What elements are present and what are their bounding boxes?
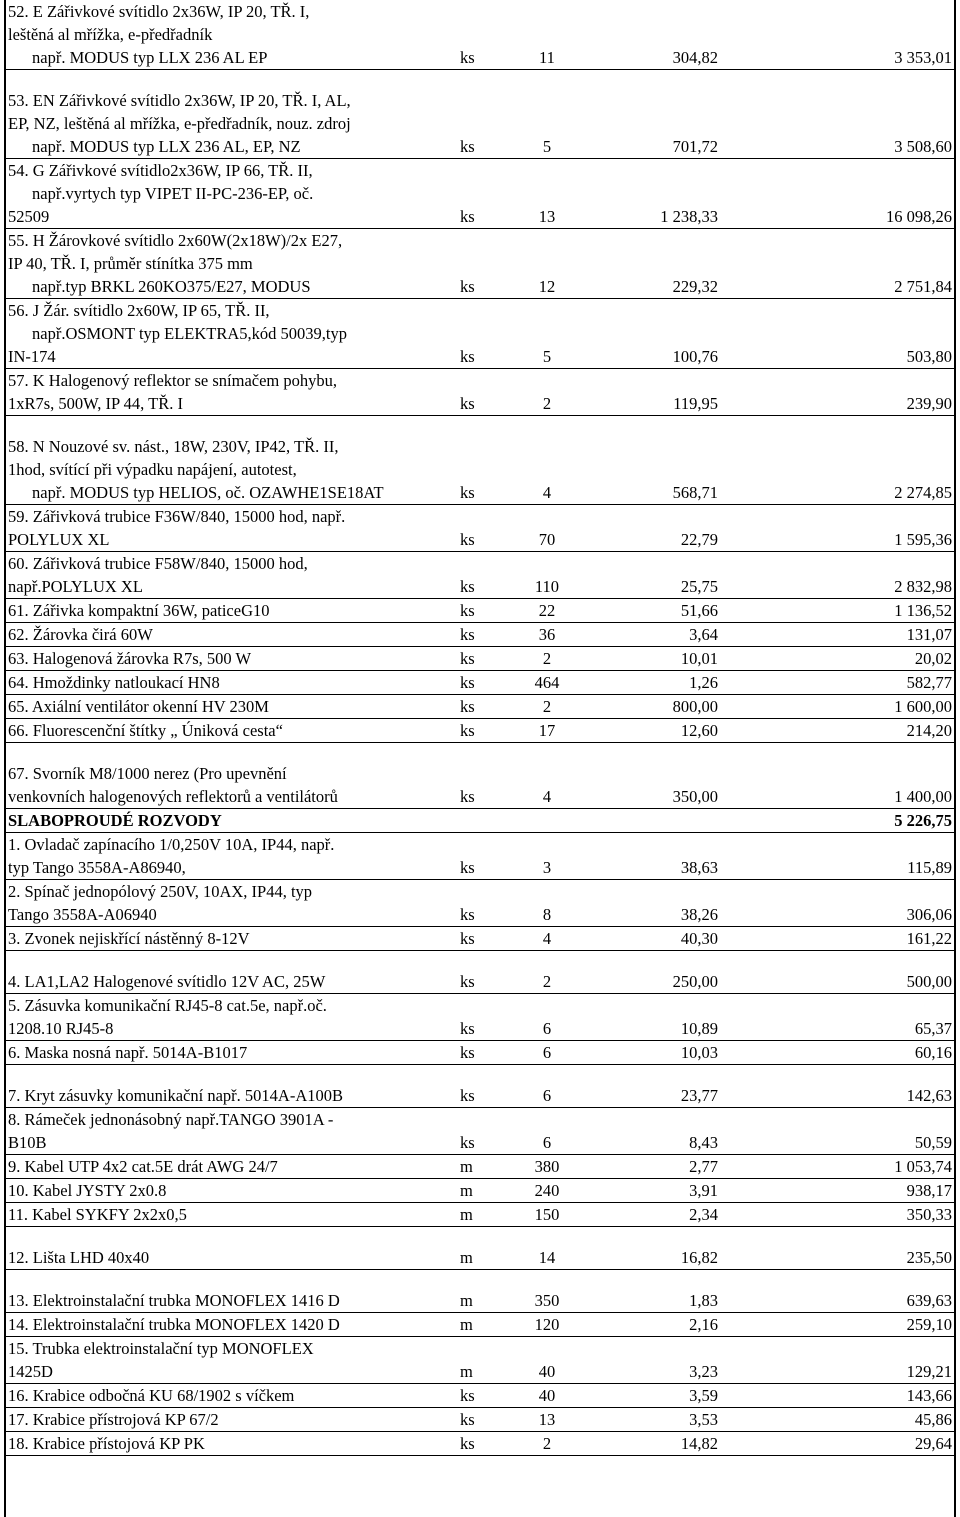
item-quantity: 120 <box>522 1313 572 1337</box>
item-unit: m <box>452 1179 522 1203</box>
item-quantity: 6 <box>522 1041 572 1065</box>
description-line: 62. Žárovka čirá 60W <box>8 625 153 644</box>
item-quantity: 2 <box>522 1432 572 1456</box>
description-line: 55. H Žárovkové svítidlo 2x60W(2x18W)/2x E27, <box>8 231 343 250</box>
item-unit: m <box>452 1155 522 1179</box>
item-unit-price: 38,63 <box>572 833 722 880</box>
description-line: 52509 <box>8 207 50 226</box>
item-quantity: 110 <box>522 552 572 599</box>
item-total: 29,64 <box>722 1432 954 1456</box>
item-unit: ks <box>452 1384 522 1408</box>
item-unit-price: 8,43 <box>572 1108 722 1155</box>
item-unit: ks <box>452 671 522 695</box>
item-description <box>6 927 452 951</box>
item-quantity: 22 <box>522 599 572 623</box>
item-total: 115,89 <box>722 833 954 880</box>
item-unit: m <box>452 1337 522 1384</box>
item-total: 306,06 <box>722 880 954 927</box>
item-quantity: 150 <box>522 1203 572 1227</box>
item-description <box>6 1203 452 1227</box>
description-line: 8. Rámeček jednonásobný např.TANGO 3901A - <box>8 1110 334 1129</box>
item-unit: ks <box>452 1432 522 1456</box>
item-quantity: 6 <box>522 1108 572 1155</box>
item-quantity: 40 <box>522 1384 572 1408</box>
item-quantity: 240 <box>522 1179 572 1203</box>
item-total: 214,20 <box>722 719 954 743</box>
item-unit-price: 1,26 <box>572 671 722 695</box>
description-line: 64. Hmoždinky natloukací HN8 <box>8 673 220 692</box>
description-line: 7. Kryt zásuvky komunikační např. 5014A-A100B <box>8 1086 343 1105</box>
description-line: 10. Kabel JYSTY 2x0.8 <box>8 1181 167 1200</box>
item-unit-price: 229,32 <box>572 229 722 299</box>
item-unit: ks <box>452 70 522 159</box>
description-line: např.typ BRKL 260KO375/E27, MODUS <box>32 277 311 296</box>
table-row <box>6 1270 954 1313</box>
item-total: 639,63 <box>722 1270 954 1313</box>
item-unit: m <box>452 1270 522 1313</box>
item-total: 131,07 <box>722 623 954 647</box>
description-line: např. MODUS typ LLX 236 AL EP <box>32 48 268 67</box>
description-line: 52. E Zářivkové svítidlo 2x36W, IP 20, TŘ. I, <box>8 2 310 21</box>
description-line: 2. Spínač jednopólový 250V, 10AX, IP44, typ <box>8 882 313 901</box>
table-row <box>6 809 954 833</box>
item-description <box>6 1408 452 1432</box>
description-line: 16. Krabice odbočná KU 68/1902 s víčkem <box>8 1386 295 1405</box>
item-description <box>6 951 452 994</box>
item-description <box>6 994 452 1041</box>
table-row <box>6 880 954 927</box>
item-quantity: 350 <box>522 1270 572 1313</box>
item-description <box>6 647 452 671</box>
item-description <box>6 70 452 159</box>
item-description <box>6 880 452 927</box>
item-unit-price: 3,23 <box>572 1337 722 1384</box>
item-unit-price: 119,95 <box>572 369 722 416</box>
item-quantity: 2 <box>522 695 572 719</box>
item-total: 2 274,85 <box>722 416 954 505</box>
item-total: 50,59 <box>722 1108 954 1155</box>
item-quantity: 2 <box>522 369 572 416</box>
item-quantity: 5 <box>522 70 572 159</box>
item-total: 235,50 <box>722 1227 954 1270</box>
item-description <box>6 159 452 229</box>
item-description <box>6 623 452 647</box>
description-line: 3. Zvonek nejiskřící nástěnný 8-12V <box>8 929 250 948</box>
table-row <box>6 1337 954 1384</box>
item-description <box>6 369 452 416</box>
item-table <box>6 0 954 1456</box>
table-row <box>6 159 954 229</box>
item-unit-price: 1,83 <box>572 1270 722 1313</box>
item-unit-price: 701,72 <box>572 70 722 159</box>
table-row <box>6 369 954 416</box>
item-unit-price: 10,89 <box>572 994 722 1041</box>
item-quantity: 13 <box>522 159 572 229</box>
item-unit-price: 568,71 <box>572 416 722 505</box>
item-total: 259,10 <box>722 1313 954 1337</box>
item-unit: ks <box>452 552 522 599</box>
item-unit: ks <box>452 0 522 70</box>
item-unit: ks <box>452 1065 522 1108</box>
item-total: 350,33 <box>722 1203 954 1227</box>
item-unit-price: 2,16 <box>572 1313 722 1337</box>
item-unit: ks <box>452 927 522 951</box>
table-row <box>6 1065 954 1108</box>
item-unit: ks <box>452 229 522 299</box>
description-line: 12. Lišta LHD 40x40 <box>8 1248 150 1267</box>
table-row <box>6 719 954 743</box>
item-description <box>6 1337 452 1384</box>
item-unit-price: 38,26 <box>572 880 722 927</box>
item-unit-price: 3,53 <box>572 1408 722 1432</box>
description-line: B10B <box>8 1133 47 1152</box>
item-total: 500,00 <box>722 951 954 994</box>
item-unit-price: 100,76 <box>572 299 722 369</box>
item-unit-price: 51,66 <box>572 599 722 623</box>
item-description <box>6 299 452 369</box>
table-row <box>6 927 954 951</box>
item-total: 142,63 <box>722 1065 954 1108</box>
item-total: 239,90 <box>722 369 954 416</box>
table-row <box>6 229 954 299</box>
item-quantity: 40 <box>522 1337 572 1384</box>
item-total: 129,21 <box>722 1337 954 1384</box>
item-unit: ks <box>452 994 522 1041</box>
item-unit: ks <box>452 1408 522 1432</box>
item-unit: ks <box>452 647 522 671</box>
item-total: 3 508,60 <box>722 70 954 159</box>
item-quantity: 5 <box>522 299 572 369</box>
description-line: POLYLUX XL <box>8 530 110 549</box>
item-description <box>6 1065 452 1108</box>
description-line: 60. Zářivková trubice F58W/840, 15000 hod, <box>8 554 308 573</box>
item-total: 20,02 <box>722 647 954 671</box>
table-row <box>6 1041 954 1065</box>
item-unit-price: 25,75 <box>572 552 722 599</box>
item-quantity: 12 <box>522 229 572 299</box>
item-total: 938,17 <box>722 1179 954 1203</box>
description-line: Tango 3558A-A06940 <box>8 905 157 924</box>
description-line: 11. Kabel SYKFY 2x2x0,5 <box>8 1205 187 1224</box>
table-row <box>6 1313 954 1337</box>
item-description <box>6 0 452 70</box>
description-line: např.OSMONT typ ELEKTRA5,kód 50039,typ <box>32 324 348 343</box>
item-quantity: 13 <box>522 1408 572 1432</box>
item-unit-price: 23,77 <box>572 1065 722 1108</box>
item-total: 45,86 <box>722 1408 954 1432</box>
item-unit-price: 40,30 <box>572 927 722 951</box>
item-unit-price: 2,77 <box>572 1155 722 1179</box>
item-description <box>6 229 452 299</box>
item-description <box>6 1155 452 1179</box>
item-quantity <box>522 809 572 833</box>
table-row <box>6 1432 954 1456</box>
description-line: např. MODUS typ LLX 236 AL, EP, NZ <box>32 137 301 156</box>
item-total: 1 595,36 <box>722 505 954 552</box>
item-unit: ks <box>452 416 522 505</box>
description-line: leštěná al mřížka, e-předřadník <box>8 25 213 44</box>
table-row <box>6 623 954 647</box>
item-description <box>6 505 452 552</box>
item-unit: ks <box>452 159 522 229</box>
item-description <box>6 809 452 833</box>
description-line: 18. Krabice přístojová KP PK <box>8 1434 205 1453</box>
description-line: 54. G Zářivkové svítidlo2x36W, IP 66, TŘ. II, <box>8 161 313 180</box>
item-unit: ks <box>452 1041 522 1065</box>
description-line: 56. J Žár. svítidlo 2x60W, IP 65, TŘ. II, <box>8 301 270 320</box>
item-table-body <box>6 0 954 1456</box>
item-unit: ks <box>452 369 522 416</box>
item-unit: ks <box>452 695 522 719</box>
description-line: 9. Kabel UTP 4x2 cat.5E drát AWG 24/7 <box>8 1157 278 1176</box>
table-row <box>6 416 954 505</box>
description-line: EP, NZ, leštěná al mřížka, e-předřadník, nouz. zdroj <box>8 114 351 133</box>
item-description <box>6 743 452 809</box>
item-description <box>6 416 452 505</box>
item-total: 5 226,75 <box>722 809 954 833</box>
item-unit: ks <box>452 505 522 552</box>
item-total: 60,16 <box>722 1041 954 1065</box>
table-row <box>6 1227 954 1270</box>
description-line: 1. Ovladač zapínacího 1/0,250V 10A, IP44, např. <box>8 835 335 854</box>
item-total: 582,77 <box>722 671 954 695</box>
description-line: 57. K Halogenový reflektor se snímačem pohybu, <box>8 371 338 390</box>
item-total: 65,37 <box>722 994 954 1041</box>
description-line: 65. Axiální ventilátor okenní HV 230M <box>8 697 269 716</box>
item-quantity: 17 <box>522 719 572 743</box>
table-row <box>6 671 954 695</box>
table-row <box>6 994 954 1041</box>
item-unit-price: 2,34 <box>572 1203 722 1227</box>
description-line: 1425D <box>8 1362 53 1381</box>
item-quantity: 14 <box>522 1227 572 1270</box>
item-description <box>6 1313 452 1337</box>
item-total: 1 053,74 <box>722 1155 954 1179</box>
item-unit: m <box>452 1227 522 1270</box>
item-description <box>6 1179 452 1203</box>
table-row <box>6 1408 954 1432</box>
item-unit-price: 16,82 <box>572 1227 722 1270</box>
table-row <box>6 505 954 552</box>
item-description <box>6 552 452 599</box>
item-total: 1 400,00 <box>722 743 954 809</box>
table-row <box>6 1179 954 1203</box>
item-description <box>6 719 452 743</box>
item-total: 1 600,00 <box>722 695 954 719</box>
table-row <box>6 743 954 809</box>
item-unit <box>452 809 522 833</box>
description-line: typ Tango 3558A-A86940, <box>8 858 186 877</box>
description-line: 1xR7s, 500W, IP 44, TŘ. I <box>8 394 183 413</box>
description-line: 6. Maska nosná např. 5014A-B1017 <box>8 1043 248 1062</box>
item-description <box>6 1108 452 1155</box>
item-unit-price: 350,00 <box>572 743 722 809</box>
item-unit: ks <box>452 880 522 927</box>
item-quantity: 36 <box>522 623 572 647</box>
item-quantity: 3 <box>522 833 572 880</box>
item-unit: m <box>452 1313 522 1337</box>
table-row <box>6 1203 954 1227</box>
description-line: 13. Elektroinstalační trubka MONOFLEX 1416 D <box>8 1291 340 1310</box>
item-unit-price: 3,64 <box>572 623 722 647</box>
description-line: např. MODUS typ HELIOS, oč. OZAWHE1SE18AT <box>32 483 384 502</box>
item-unit: m <box>452 1203 522 1227</box>
description-line: 66. Fluorescenční štítky „ Úniková cesta“ <box>8 721 283 740</box>
item-description <box>6 671 452 695</box>
item-unit: ks <box>452 833 522 880</box>
description-line: 1208.10 RJ45-8 <box>8 1019 114 1038</box>
description-line: 17. Krabice přístrojová KP 67/2 <box>8 1410 219 1429</box>
item-unit-price: 3,59 <box>572 1384 722 1408</box>
item-total: 16 098,26 <box>722 159 954 229</box>
item-unit: ks <box>452 951 522 994</box>
description-line: venkovních halogenových reflektorů a ventilátorů <box>8 787 338 806</box>
table-row <box>6 951 954 994</box>
table-row <box>6 0 954 70</box>
description-line: 67. Svorník M8/1000 nerez (Pro upevnění <box>8 764 287 783</box>
item-description <box>6 1227 452 1270</box>
description-line: IN-174 <box>8 347 56 366</box>
item-unit-price: 250,00 <box>572 951 722 994</box>
item-unit-price: 14,82 <box>572 1432 722 1456</box>
item-unit-price <box>572 809 722 833</box>
description-line: např.POLYLUX XL <box>8 577 143 596</box>
price-sheet <box>4 0 956 1517</box>
table-row <box>6 1108 954 1155</box>
item-description <box>6 1384 452 1408</box>
item-total: 1 136,52 <box>722 599 954 623</box>
item-description <box>6 695 452 719</box>
item-description <box>6 833 452 880</box>
description-line: 5. Zásuvka komunikační RJ45-8 cat.5e, např.oč. <box>8 996 327 1015</box>
item-total: 503,80 <box>722 299 954 369</box>
item-total: 161,22 <box>722 927 954 951</box>
item-description <box>6 599 452 623</box>
item-quantity: 8 <box>522 880 572 927</box>
item-quantity: 380 <box>522 1155 572 1179</box>
item-unit-price: 304,82 <box>572 0 722 70</box>
item-description <box>6 1041 452 1065</box>
description-line: 58. N Nouzové sv. nást., 18W, 230V, IP42, TŘ. II, <box>8 437 339 456</box>
table-row <box>6 1384 954 1408</box>
item-total: 3 353,01 <box>722 0 954 70</box>
item-quantity: 464 <box>522 671 572 695</box>
item-quantity: 4 <box>522 743 572 809</box>
description-line: 63. Halogenová žárovka R7s, 500 W <box>8 649 252 668</box>
description-line: 14. Elektroinstalační trubka MONOFLEX 1420 D <box>8 1315 340 1334</box>
item-quantity: 6 <box>522 994 572 1041</box>
description-line: SLABOPROUDÉ ROZVODY <box>8 811 222 830</box>
item-unit: ks <box>452 719 522 743</box>
item-unit: ks <box>452 1108 522 1155</box>
item-total: 143,66 <box>722 1384 954 1408</box>
description-line: 1hod, svítící při výpadku napájení, autotest, <box>8 460 297 479</box>
item-unit-price: 12,60 <box>572 719 722 743</box>
description-line: 59. Zářivková trubice F36W/840, 15000 hod, např. <box>8 507 346 526</box>
description-line: 61. Zářivka kompaktní 36W, paticeG10 <box>8 601 270 620</box>
description-line: 4. LA1,LA2 Halogenové svítidlo 12V AC, 25W <box>8 972 326 991</box>
item-quantity: 4 <box>522 927 572 951</box>
item-description <box>6 1270 452 1313</box>
item-quantity: 2 <box>522 647 572 671</box>
item-total: 2 751,84 <box>722 229 954 299</box>
item-unit: ks <box>452 623 522 647</box>
item-quantity: 70 <box>522 505 572 552</box>
table-row <box>6 1155 954 1179</box>
item-unit-price: 3,91 <box>572 1179 722 1203</box>
item-description <box>6 1432 452 1456</box>
table-row <box>6 599 954 623</box>
item-quantity: 2 <box>522 951 572 994</box>
description-line: např.vyrtych typ VIPET II-PC-236-EP, oč. <box>32 184 314 203</box>
item-unit-price: 10,01 <box>572 647 722 671</box>
item-quantity: 4 <box>522 416 572 505</box>
item-unit-price: 800,00 <box>572 695 722 719</box>
item-unit: ks <box>452 743 522 809</box>
table-row <box>6 552 954 599</box>
item-unit: ks <box>452 599 522 623</box>
table-row <box>6 695 954 719</box>
item-quantity: 11 <box>522 0 572 70</box>
table-row <box>6 833 954 880</box>
item-total: 2 832,98 <box>722 552 954 599</box>
item-unit-price: 1 238,33 <box>572 159 722 229</box>
item-quantity: 6 <box>522 1065 572 1108</box>
description-line: 15. Trubka elektroinstalační typ MONOFLEX <box>8 1339 314 1358</box>
table-row <box>6 70 954 159</box>
item-unit: ks <box>452 299 522 369</box>
description-line: 53. EN Zářivkové svítidlo 2x36W, IP 20, TŘ. I, AL, <box>8 91 351 110</box>
item-unit-price: 10,03 <box>572 1041 722 1065</box>
item-unit-price: 22,79 <box>572 505 722 552</box>
description-line: IP 40, TŘ. I, průměr stínítka 375 mm <box>8 254 253 273</box>
table-row <box>6 647 954 671</box>
table-row <box>6 299 954 369</box>
